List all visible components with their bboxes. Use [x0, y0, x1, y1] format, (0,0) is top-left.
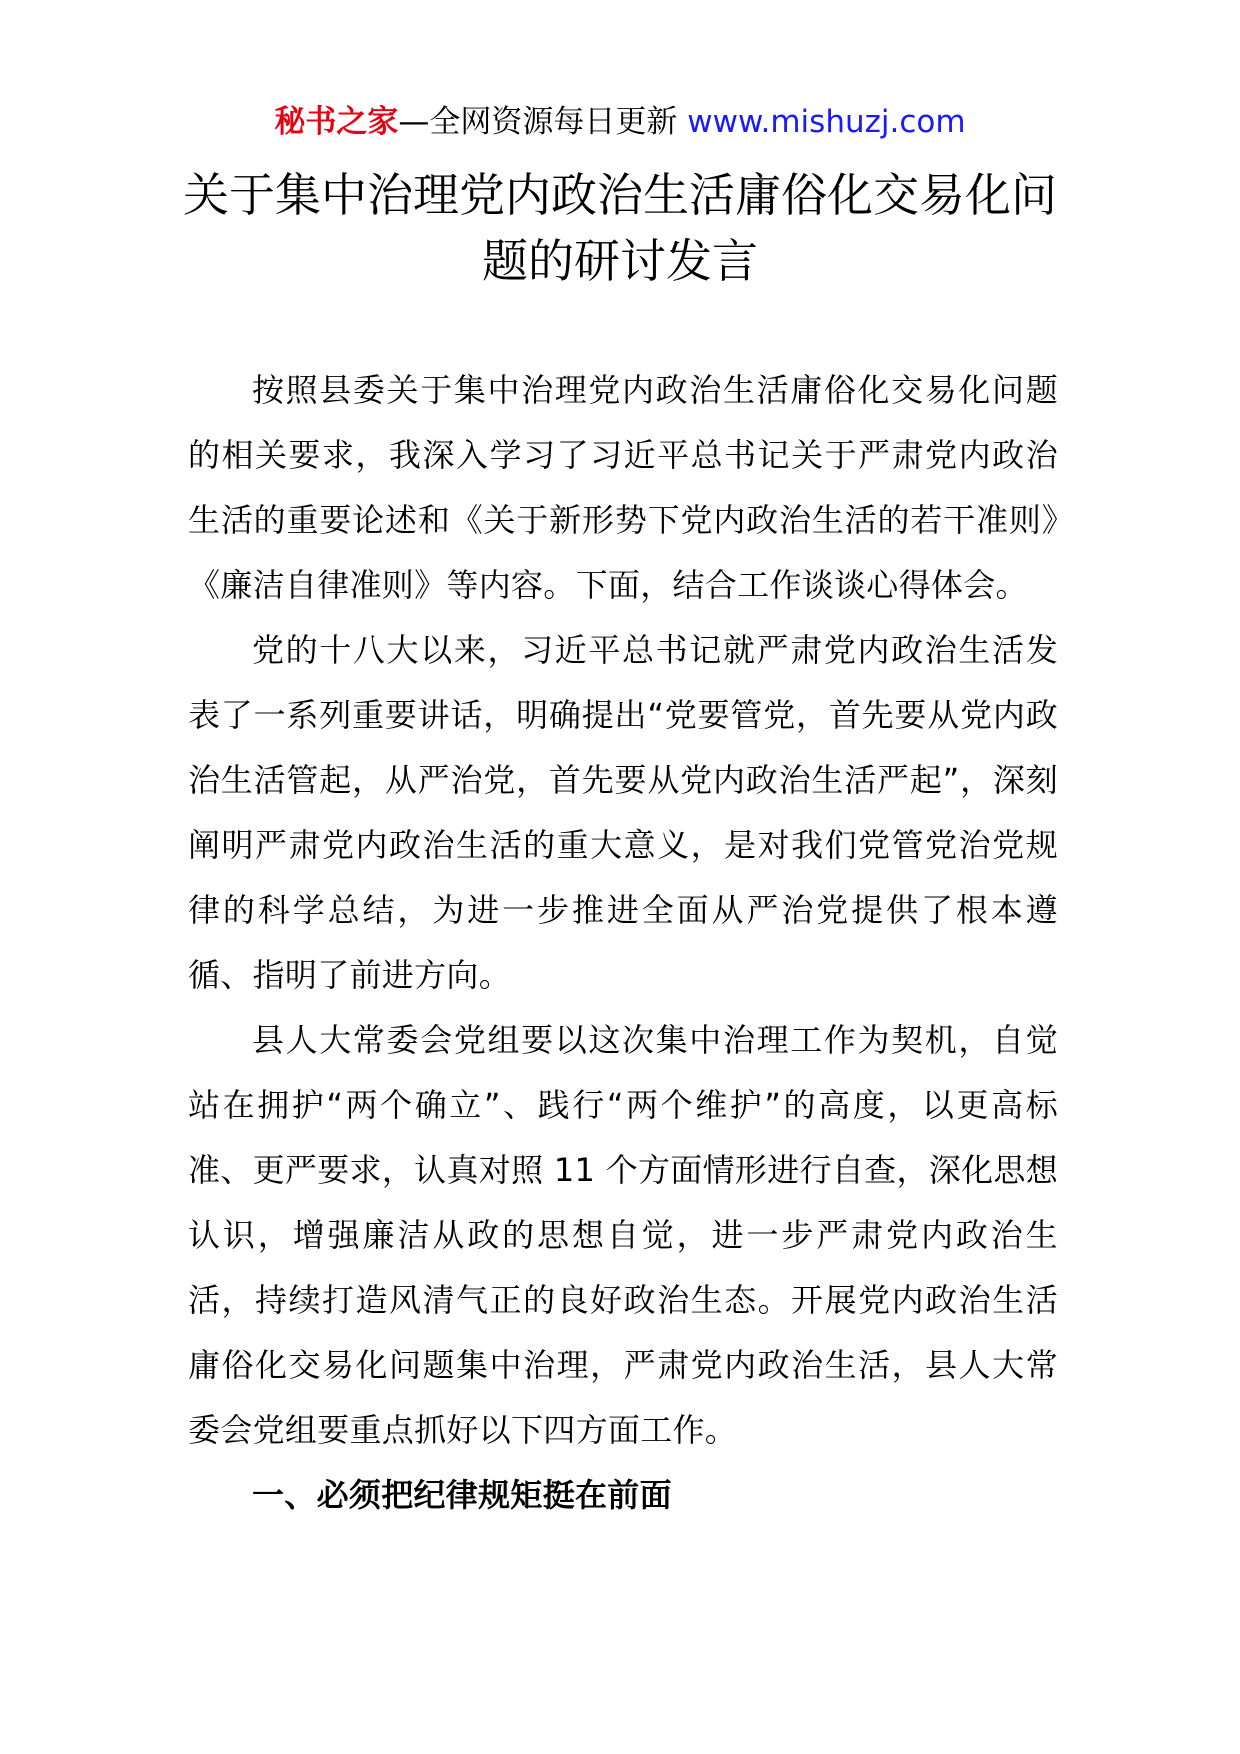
section-heading: 一、必须把纪律规矩挺在前面 — [252, 1476, 672, 1514]
paragraph-background: 党的十八大以来，习近平总书记就严肃党内政治生活发表了一系列重要讲话，明确提出“党要管党，首先要从党内政治生活管起，从严治党，首先要从党内政治生活严起”，深刻阐明严肃党内政治生活的重大意义，是对我们党管党治党规律的科学总结，为进一步推进全面从严治党提供了根本遵循、指明了前进方向。 — [188, 631, 1058, 994]
document-body — [188, 358, 1058, 1528]
site-brand: 秘书之家 — [274, 104, 399, 140]
paragraph-intro: 按照县委关于集中治理党内政治生活庸俗化交易化问题的相关要求，我深入学习了习近平总书记关于严肃党内政治生活的重要论述和《关于新形势下党内政治生活的若干准则》《廉洁自律准则》等内容。下面，结合工作谈谈心得体会。 — [188, 371, 1058, 604]
paragraph-tasks: 县人大常委会党组要以这次集中治理工作为契机，自觉站在拥护“两个确立”、践行“两个维护”的高度，以更高标准、更严要求，认真对照 11 个方面情形进行自查，深化思想认识，增强廉洁从政的思想自觉，进一步严肃党内政治生活，持续打造风清气正的良好政治生态。开展党内政治生活庸俗化交易化问题集中治理，严肃党内政治生活，县人大常委会党组要重点抓好以下四方面工作。 — [188, 1021, 1058, 1449]
document-title: 关于集中治理党内政治生活庸俗化交易化问题的研讨发言 — [183, 168, 1057, 288]
site-slogan: —全网资源每日更新 — [398, 104, 688, 140]
site-url[interactable]: www.mishuzj.com — [687, 104, 966, 140]
site-header — [0, 100, 1240, 144]
